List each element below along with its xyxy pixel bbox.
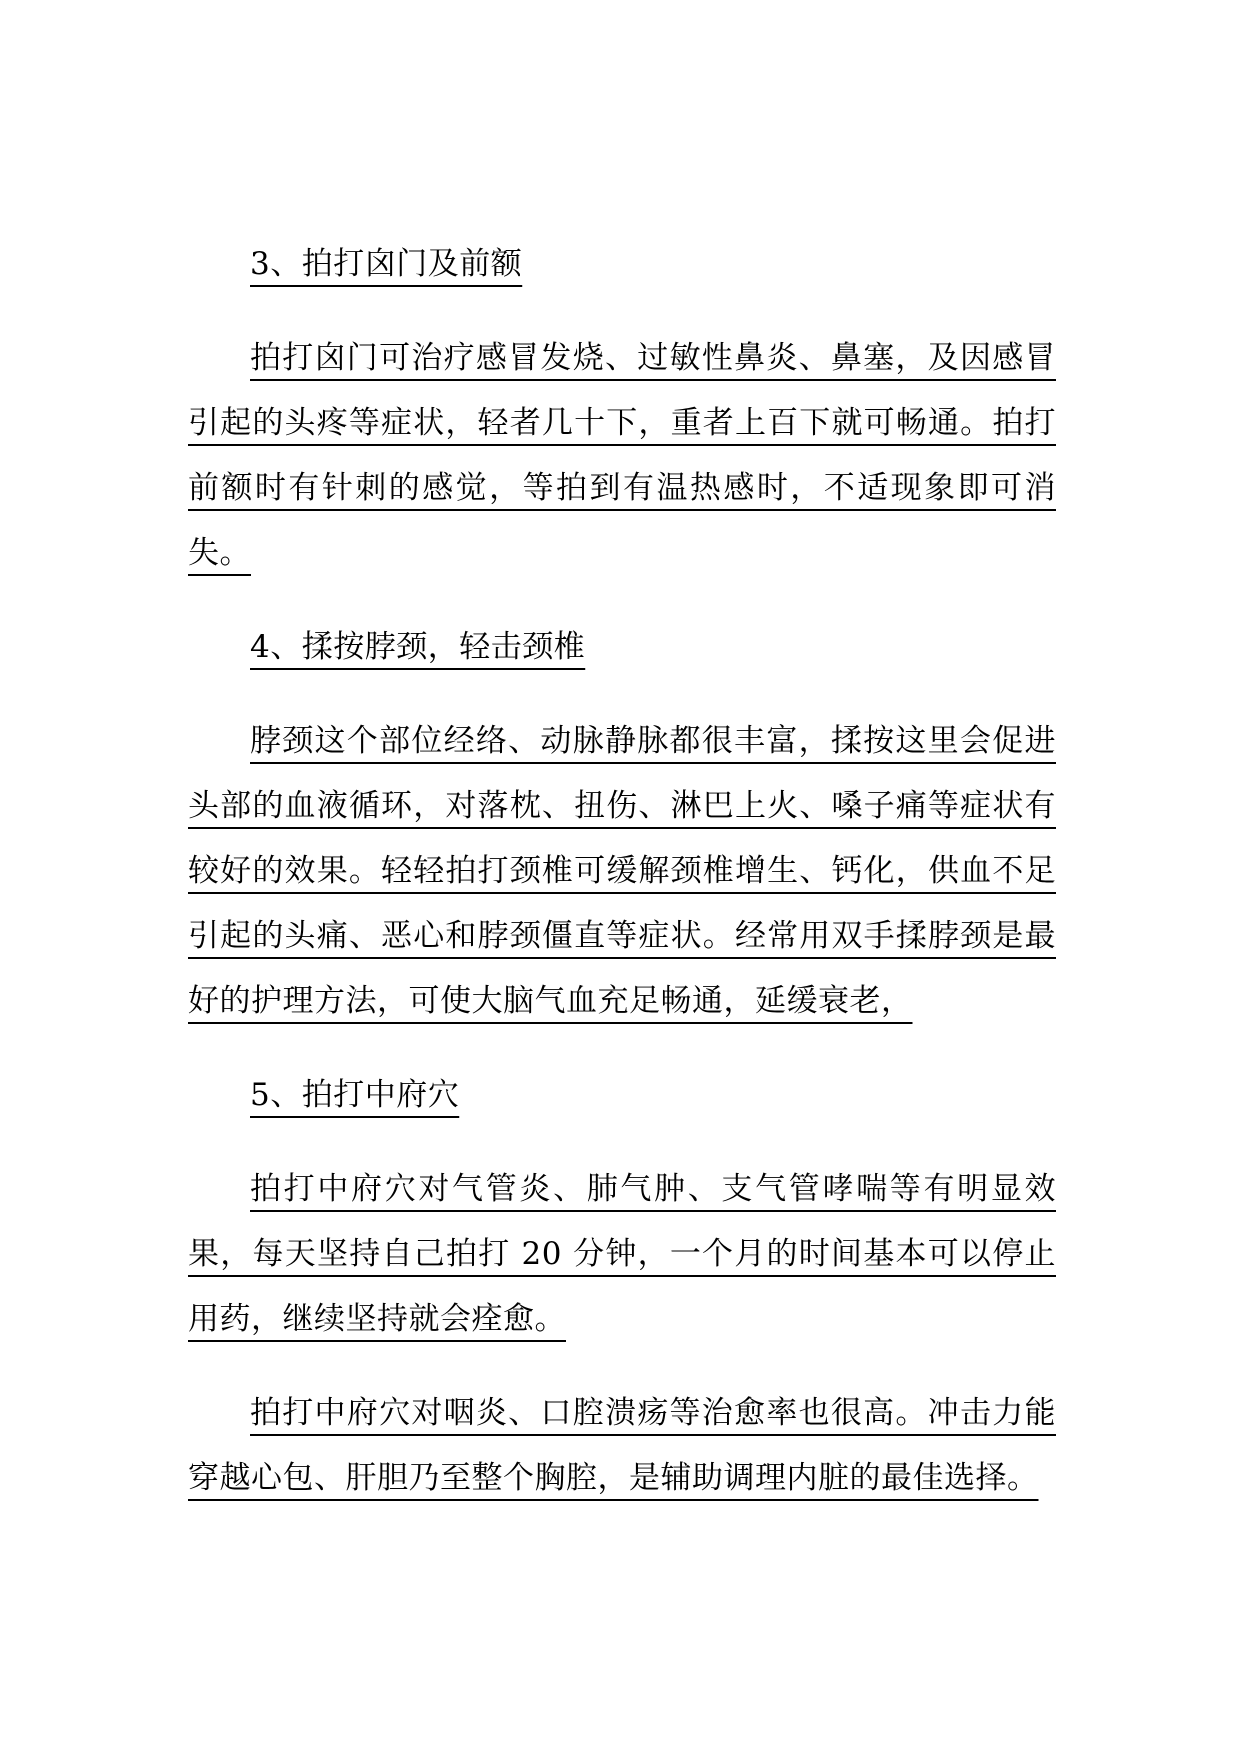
section-heading-3: 3、拍打囟门及前额	[250, 246, 523, 282]
paragraph-zhongfu-1: 拍打中府穴对气管炎、肺气肿、支气管哮喘等有明显效果，每天坚持自己拍打 20 分钟，一个月的时间基本可以停止用药，继续坚持就会痊愈。	[188, 1171, 1056, 1337]
section-heading-4: 4、揉按脖颈，轻击颈椎	[250, 629, 586, 665]
section-heading-5: 5、拍打中府穴	[250, 1077, 460, 1113]
paragraph-zhongfu-2: 拍打中府穴对咽炎、口腔溃疡等治愈率也很高。冲击力能穿越心包、肝胆乃至整个胸腔，是辅助调理内脏的最佳选择。	[188, 1395, 1056, 1496]
document-body	[188, 232, 1056, 1540]
paragraph-fontanel: 拍打囟门可治疗感冒发烧、过敏性鼻炎、鼻塞，及因感冒引起的头疼等症状，轻者几十下，重者上百下就可畅通。拍打前额时有针刺的感觉，等拍到有温热感时，不适现象即可消失。	[188, 340, 1056, 571]
paragraph-neck: 脖颈这个部位经络、动脉静脉都很丰富，揉按这里会促进头部的血液循环，对落枕、扭伤、淋巴上火、嗓子痛等症状有较好的效果。轻轻拍打颈椎可缓解颈椎增生、钙化，供血不足引起的头痛、恶心和脖颈僵直等症状。经常用双手揉脖颈是最好的护理方法，可使大脑气血充足畅通，延缓衰老，	[188, 723, 1056, 1019]
